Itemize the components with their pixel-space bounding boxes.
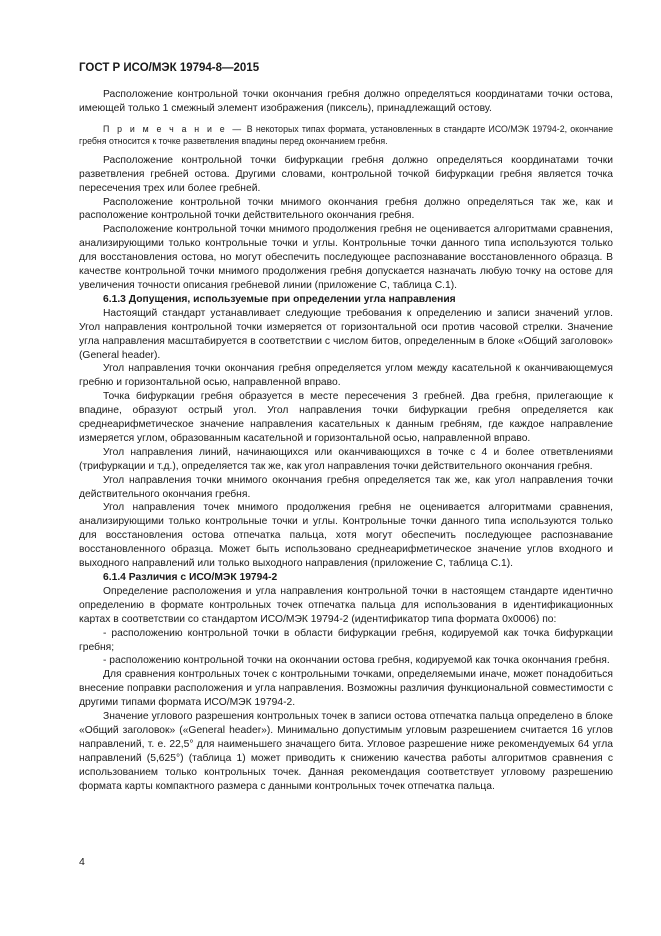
page-number: 4 bbox=[79, 856, 85, 868]
paragraph-virtual-ending-location: Расположение контрольной точки мнимого окончания гребня должно определяться так же, как и расположение контрольной точки действительного окончания гребня. bbox=[79, 196, 613, 222]
paragraph-virtual-continuation-location: Расположение контрольной точки мнимого продолжения гребня не оценивается алгоритмами сравнения, анализирующими только контрольные точки и углы. Контрольные точки данного типа используются только для восстановления остова, но могут обеспечить последующее распознавание восстановленного образца. В качестве контрольной точки мнимого продолжения гребня допускается назначать любую точку на остове для увеличения точности описания гребневой линии (приложение С, таблица С.1). bbox=[79, 224, 613, 291]
page-header: ГОСТ Р ИСО/МЭК 19794-8—2015 bbox=[79, 62, 260, 74]
note bbox=[79, 123, 613, 147]
paragraph-differences-intro: Определение расположения и угла направления контрольной точки в настоящем стандарте идентично определению в формате контрольных точек отпечатка пальца для использования в идентификационных картах в соответствии со стандартом ИСО/МЭК 19794-2 (идентификатор типа формата 0х0006) по: bbox=[79, 585, 613, 625]
paragraph-bifurcation-location: Расположение контрольной точки бифуркации гребня должно определяться координатами точки разветвления гребней остова. Другими словами, контрольной точкой бифуркации гребня является точка пересечения трех или более гребней. bbox=[79, 154, 613, 194]
section-heading-6-1-4: 6.1.4 Различия с ИСО/МЭК 19794-2 bbox=[103, 572, 278, 583]
paragraph-virtual-continuation-angle: Угол направления точек мнимого продолжения гребня не оценивается алгоритмами сравнения, анализирующими только контрольные точки и углы. Контрольные точки данного типа используются только для восстановления остова отпечатка пальца, хотя могут обеспечить последующее распознавание восстановленного образца. Может быть использовано среднеарифметическое значение углов входного и выходного направлений или только выходного направления (приложение С, таблица С.1). bbox=[79, 502, 613, 570]
paragraph-angle-requirements: Настоящий стандарт устанавливает следующие требования к определению и записи значений углов. Угол направления контрольной точки измеряется от горизонтальной оси против часовой стрелки. Значение угла направления масштабируется в соответствии с числом битов, определенным в блоке «Общий заголовок» (General header). bbox=[79, 307, 613, 361]
section-heading-6-1-3: 6.1.3 Допущения, используемые при определении угла направления bbox=[103, 293, 456, 305]
paragraph-virtual-ending-angle: Угол направления точки мнимого окончания гребня определяется так же, как угол направления точки действительного окончания гребня. bbox=[79, 474, 613, 500]
paragraph-bifurcation-angle: Точка бифуркации гребня образуется в месте пересечения 3 гребней. Два гребня, прилегающие к впадине, образуют острый угол. Угол направления точки бифуркации гребня определяется как среднеарифметическое значение направления касательных к данным гребням, где каждое направление измеряется углом, образованным касательной и горизонтальной осью, направленной вправо. bbox=[79, 391, 613, 444]
paragraph-ending-angle: Угол направления точки окончания гребня определяется углом между касательной к оканчивающемуся гребню и горизонтальной осью, направленной вправо. bbox=[79, 363, 613, 389]
paragraph-ridge-ending-location: Расположение контрольной точки окончания гребня должно определяться координатами точки остова, имеющей только 1 смежный элемент изображения (пиксель), принадлежащий остову. bbox=[79, 89, 613, 114]
paragraph-angular-resolution: Значение углового разрешения контрольных точек в записи остова отпечатка пальца определено в блоке «Общий заголовок» («General header»). Минимально допустимым угловым разрешением считается 16 углов направлений, т. е. 22,5° для наименьшего значащего бита. Угловое разрешение ниже рекомендуемых 64 угла направлений (5,625°) (таблица 1) может приводить к снижению качества работы алгоритмов сравнения с использованием только контрольных точек. Данная рекомендация соответствует угловому разрешению формата карты компактного размера с данными контрольных точек отпечатка пальца. bbox=[79, 711, 613, 792]
list-item: - расположению контрольной точки на окончании остова гребня, кодируемой как точка окончания гребня. bbox=[103, 655, 610, 667]
paragraph-trifurcation-angle: Угол направления линий, начинающихся или оканчивающихся в точке с 4 и более ответвлениями (трифуркации и т.д.), определяется так же, как угол направления точки действительного окончания гребня. bbox=[79, 446, 613, 472]
note-text: В некоторых типах формата, установленных в стандарте ИСО/МЭК 19794-2, окончание гребня относится к точке разветвления впадины перед окончанием гребня. bbox=[79, 123, 613, 146]
page-content bbox=[79, 88, 613, 794]
list-item: - расположению контрольной точки в области бифуркации гребня, кодируемой как точка бифуркации гребня; bbox=[79, 627, 613, 653]
note-label: П р и м е ч а н и е — bbox=[103, 123, 244, 134]
paragraph-comparison: Для сравнения контрольных точек с контрольными точками, определяемыми иначе, может понадобиться внесение поправки расположения и угла направления. Возможны различия функциональной совместимости с другими типами формата ИСО/МЭК 19794-2. bbox=[79, 669, 613, 709]
